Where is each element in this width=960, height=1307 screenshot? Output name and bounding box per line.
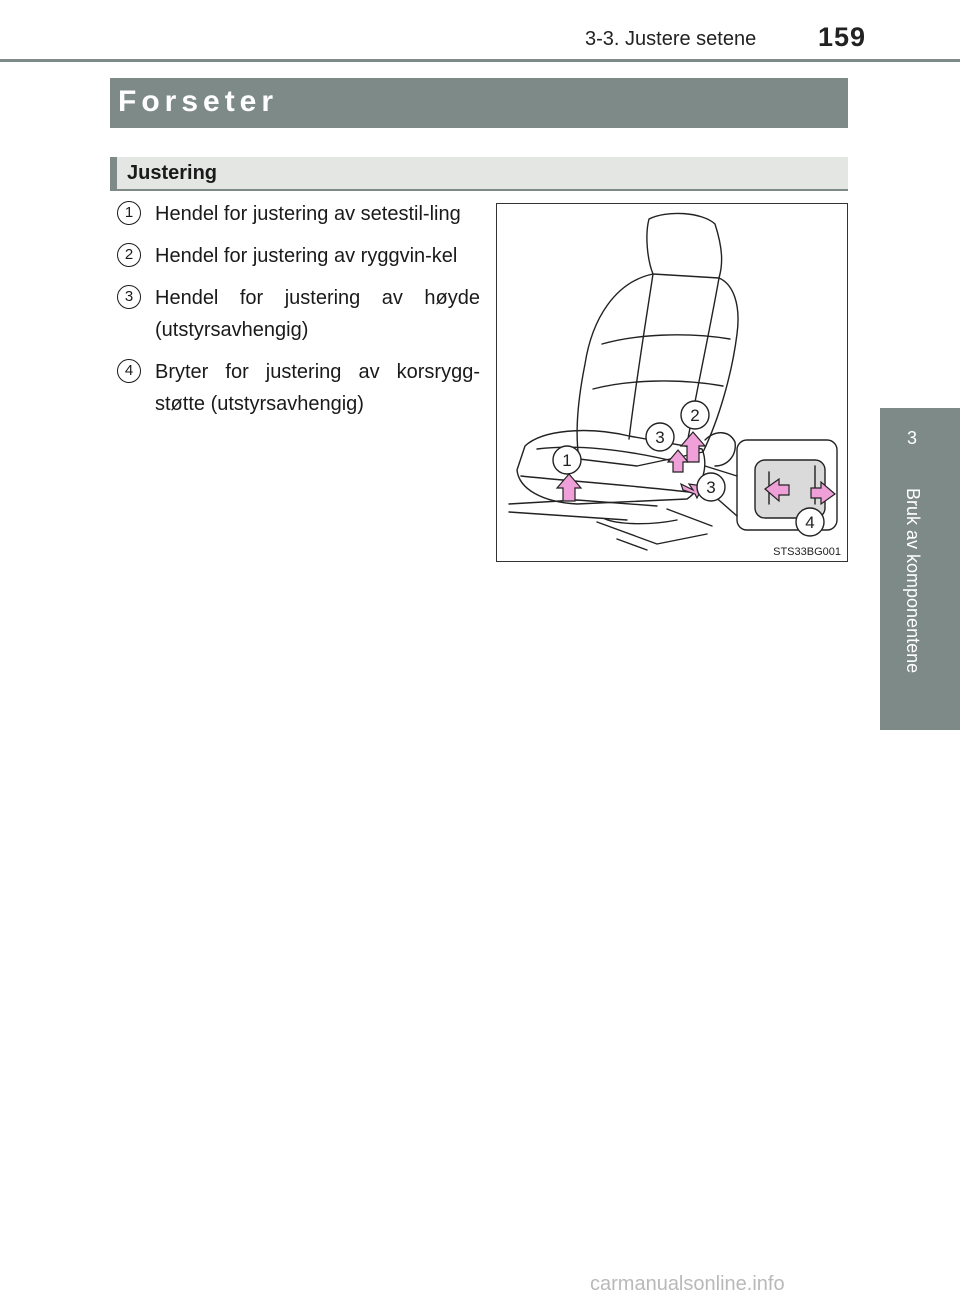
list-item	[115, 240, 480, 272]
list-item	[115, 198, 480, 230]
item-list	[115, 198, 480, 430]
section-title: 3-3. Justere setene	[585, 28, 757, 50]
item-text: Bryter for justering av korsrygg-støtte (utstyrsavhengig)	[155, 361, 480, 415]
callout-1-label: 1	[562, 451, 572, 470]
seat-headrest	[647, 213, 722, 278]
callout-2-label: 2	[690, 406, 700, 425]
page-number: 159	[818, 22, 867, 52]
page-title: Forseter	[118, 85, 279, 118]
item-text: Hendel for justering av ryggvin-kel	[155, 245, 458, 267]
chapter-number: 3	[906, 428, 917, 448]
subheading-bar	[110, 157, 848, 191]
watermark: carmanualsonline.info	[590, 1273, 785, 1295]
callout-3a-label: 3	[655, 428, 665, 447]
subheading: Justering	[127, 162, 218, 184]
list-item	[115, 356, 480, 420]
item-text: Hendel for justering av høyde (utstyrsavhengig)	[155, 287, 480, 341]
item-number-badge: 3	[117, 285, 141, 309]
title-bar	[110, 78, 848, 128]
subheading-accent	[110, 157, 117, 189]
callout-4-label: 4	[805, 513, 815, 532]
arrow-3-up	[668, 450, 688, 472]
seat-figure	[496, 203, 848, 562]
header-rule	[0, 59, 960, 62]
item-number-badge: 2	[117, 243, 141, 267]
callout-3b-label: 3	[706, 478, 716, 497]
item-text: Hendel for justering av setestil-ling	[155, 203, 461, 225]
item-number-badge: 4	[117, 359, 141, 383]
list-item	[115, 282, 480, 346]
chapter-tab	[880, 408, 960, 730]
seat-rail	[509, 500, 712, 550]
figure-code: STS33BG001	[773, 546, 841, 558]
chapter-title: Bruk av komponentene	[903, 488, 923, 674]
arrow-1	[557, 474, 581, 501]
item-number-badge: 1	[117, 201, 141, 225]
seat-illustration	[497, 204, 847, 561]
